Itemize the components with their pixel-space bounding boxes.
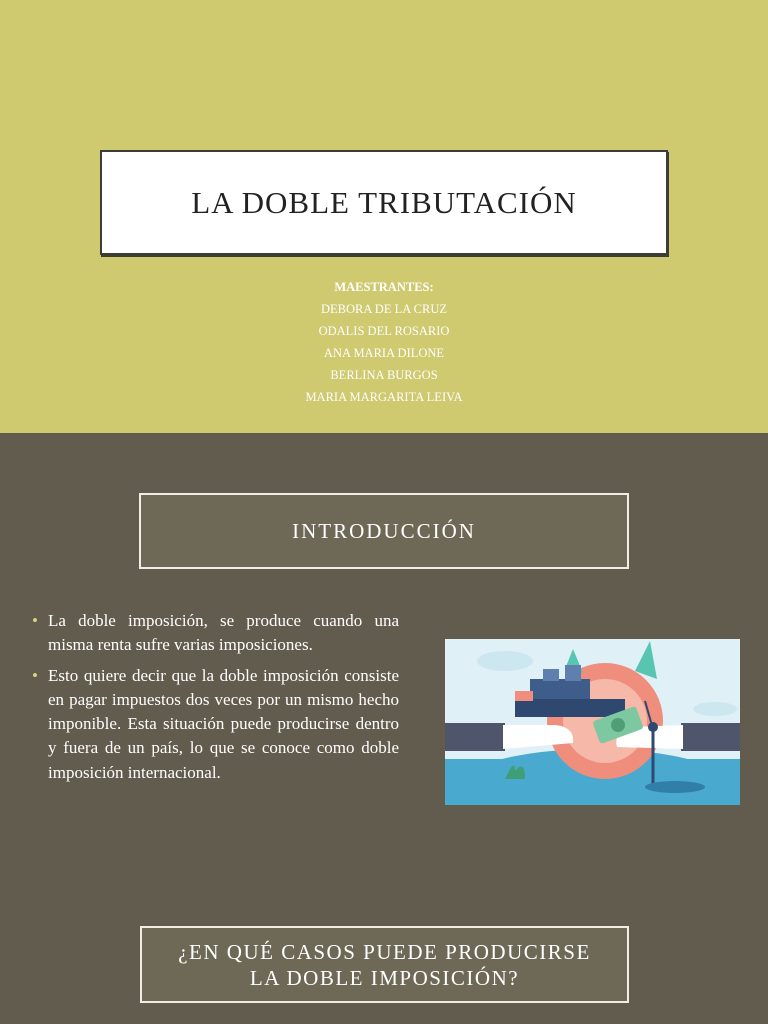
author-name: ODALIS DEL ROSARIO xyxy=(318,324,450,338)
author-name: MARIA MARGARITA LEIVA xyxy=(305,390,463,404)
bullet-item: • La doble imposición, se produce cuando una misma renta sufre varias imposiciones. xyxy=(32,611,399,655)
bullet-item: • Esto quiere decir que la doble imposición consiste en pagar impuestos dos veces por un mismo hecho imponible. Esta situación puede producirse dentro y fuera de un país, lo que se conoce como doble imposición internacional. xyxy=(32,665,399,782)
title-slide xyxy=(0,0,768,433)
author-name: DEBORA DE LA CRUZ xyxy=(320,302,448,316)
bullet-dot-icon: • xyxy=(32,665,38,685)
intro-heading: INTRODUCCIÓN xyxy=(292,518,476,543)
authors-label: MAESTRANTES: xyxy=(334,280,434,294)
authors-block xyxy=(0,276,768,408)
intro-slide xyxy=(0,433,768,1024)
international-trade-illustration-icon xyxy=(445,639,740,805)
question-heading: ¿EN QUÉ CASOS PUEDE PRODUCIRSE LA DOBLE IMPOSICIÓN? xyxy=(178,939,591,990)
intro-heading-box xyxy=(139,493,629,569)
slide-title: LA DOBLE TRIBUTACIÓN xyxy=(191,184,577,220)
author-name: ANA MARIA DILONE xyxy=(323,346,445,360)
question-heading-box xyxy=(140,926,629,1003)
author-name: BERLINA BURGOS xyxy=(330,368,438,382)
bullet-list xyxy=(32,609,399,791)
title-box xyxy=(100,150,668,255)
bullet-dot-icon: • xyxy=(32,611,38,630)
